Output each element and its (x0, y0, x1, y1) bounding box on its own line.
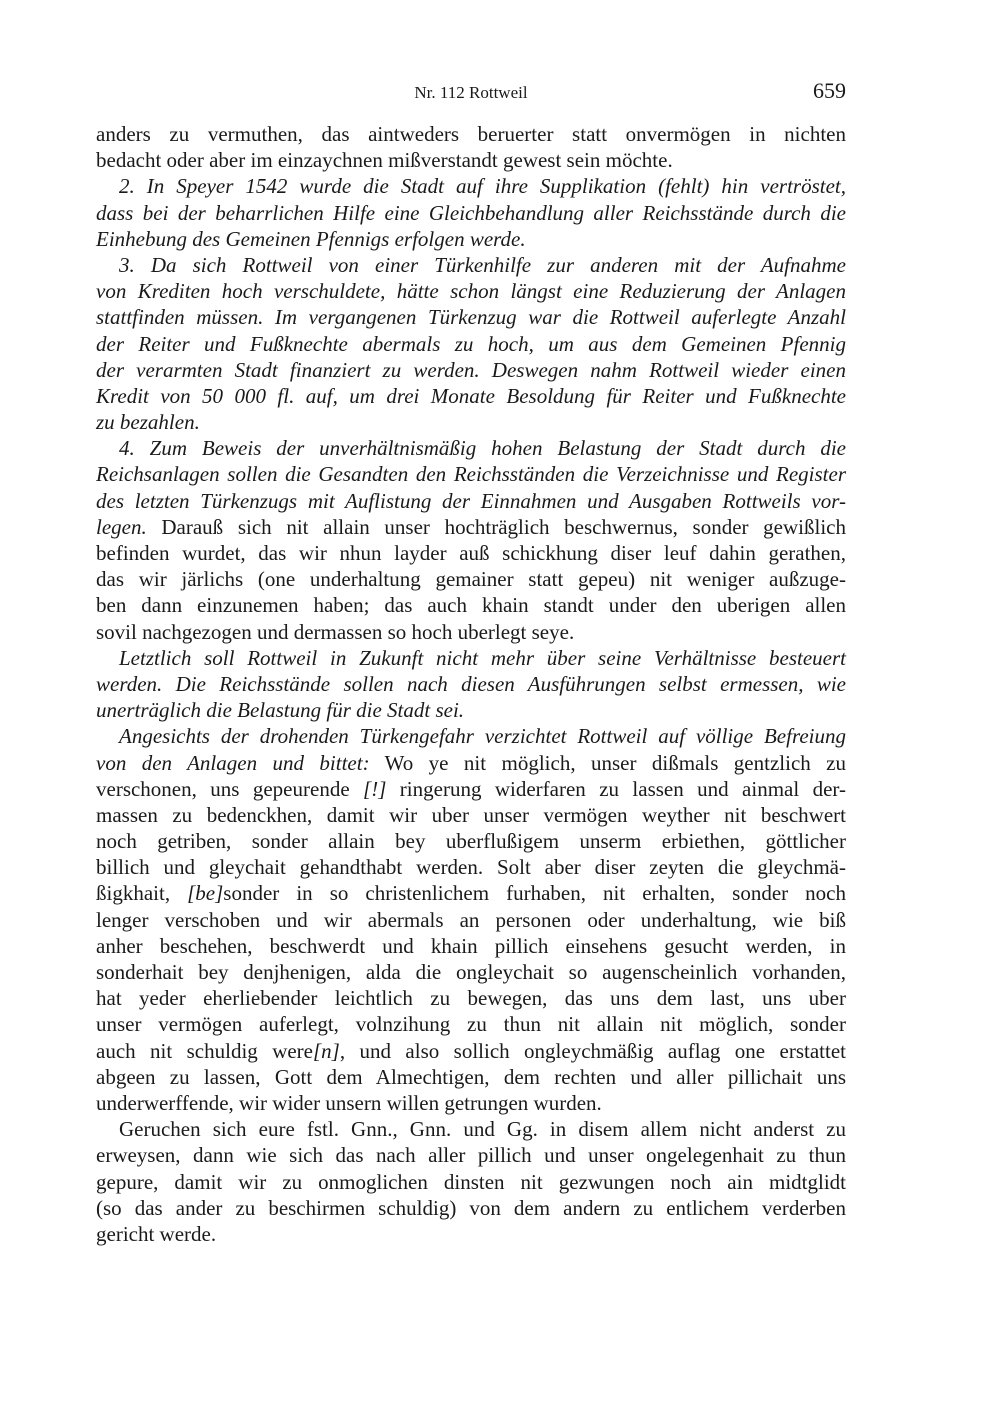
italic-text: 4. Zum Beweis der unverhältnismäßig hohen Belastung der Stadt durch die (119, 436, 846, 461)
text-line (96, 514, 846, 540)
roman-text: billich und gleychait gehandthabt werden. Solt aber diser zeyten die gleychmä- (96, 855, 846, 880)
paragraph (96, 723, 846, 1116)
page-header (96, 80, 846, 108)
text-line (96, 173, 846, 199)
text-line (96, 750, 846, 776)
text-line (96, 121, 846, 147)
roman-text: bedacht oder aber im einzaychnen mißverstandt gewest sein möchte. (96, 148, 673, 173)
text-line (96, 1221, 846, 1247)
italic-text: [!] (363, 776, 387, 801)
roman-text: abgeen zu lassen, Gott dem Almechtigen, dem rechten und aller pillichait uns (96, 1064, 846, 1089)
text-line (96, 1064, 846, 1090)
text-line (96, 1195, 846, 1221)
text-line (96, 1116, 846, 1142)
italic-text: 2. In Speyer 1542 wurde die Stadt auf ihre Supplikation (fehlt) hin vertröstet, (119, 174, 846, 199)
roman-text: das wir järlichs (one underhaltung gemainer statt gepeu) nit weniger außzuge- (96, 567, 846, 592)
roman-text: gericht werde. (96, 1221, 217, 1246)
text-line (96, 723, 846, 749)
roman-text: auch nit schuldig were (96, 1038, 313, 1063)
text-line (96, 226, 846, 252)
text-line (96, 1090, 846, 1116)
roman-text: befinden wurdet, das wir nhun layder auß schickhung diser leuf dahin gerathen, (96, 541, 846, 565)
roman-text: verschonen, uns gepeurende (96, 776, 364, 801)
text-line (96, 697, 846, 723)
roman-text: hat yeder eherliebender leichtlich zu bewegen, das uns dem last, uns uber (96, 986, 846, 1011)
italic-text: legen. (96, 514, 147, 539)
text-line (96, 540, 846, 566)
roman-text: ben dann einzunemen haben; das auch khain standt under den uberigen allen (96, 593, 846, 618)
italic-text: stattfinden müssen. Im vergangenen Türkenzug war die Rottweil auferlegte Anzahl (96, 305, 846, 330)
text-line (96, 671, 846, 697)
text-line (96, 200, 846, 226)
roman-text: (so das ander zu beschirmen schuldig) von dem andern zu entlichem verderben (96, 1195, 846, 1220)
roman-text: lenger verschoben und wir abermals an personen oder underhaltung, wie biß (96, 907, 846, 932)
text-line (96, 907, 846, 933)
text-line (96, 409, 846, 435)
text-line (96, 461, 846, 487)
italic-text: dass bei der beharrlichen Hilfe eine Gleichbehandlung aller Reichsstände durch die (96, 200, 846, 225)
text-line (96, 1038, 846, 1064)
text-line (96, 959, 846, 985)
roman-text: sovil nachgezogen und dermassen so hoch uberlegt seye. (96, 619, 575, 644)
roman-text: massen zu bedenckhen, damit wir uber unser vermögen weyther nit beschwert (96, 802, 846, 827)
text-line (96, 645, 846, 671)
italic-text: von Krediten hoch verschuldete, hätte schon längst eine Reduzierung der Anlagen (96, 279, 846, 304)
italic-text: der Reiter und Fußknechte abermals zu hoch, um aus dem Gemeinen Pfennig (96, 331, 846, 356)
italic-text: von den Anlagen und bittet: (96, 750, 370, 775)
roman-text: ringerung widerfaren zu lassen und ainmal der- (386, 776, 846, 801)
running-title: Nr. 112 Rottweil (414, 83, 528, 102)
text-line (96, 488, 846, 514)
roman-text: sonder in so christenlichem furhaben, nit erhalten, sonder noch (223, 881, 847, 906)
italic-text: unerträglich die Belastung für die Stadt sei. (96, 698, 465, 723)
page-number: 659 (813, 78, 846, 103)
italic-text: Letztlich soll Rottweil in Zukunft nicht mehr über seine Verhältnisse besteuert (119, 645, 846, 670)
roman-text: erweysen, dann wie sich das nach aller pillich und unser ongelegenhait zu thun (96, 1143, 846, 1168)
text-line (96, 435, 846, 461)
text-line (96, 357, 846, 383)
roman-text: underwerffende, wir wider unsern willen getrungen wurden. (96, 1090, 602, 1115)
text-line (96, 1169, 846, 1195)
italic-text: Kredit von 50 000 fl. auf, um drei Monate Besoldung für Reiter und Fußknechte (96, 383, 846, 408)
text-line (96, 252, 846, 278)
italic-text: [be] (187, 881, 224, 906)
paragraph (96, 645, 846, 724)
paragraph (96, 121, 846, 173)
text-line (96, 566, 846, 592)
paragraph (96, 173, 846, 252)
text-line (96, 592, 846, 618)
text-line (96, 802, 846, 828)
italic-text: Reichsanlagen sollen die Gesandten den Reichsständen die Verzeichnisse und Register (96, 462, 846, 487)
text-line (96, 619, 846, 645)
italic-text: der verarmten Stadt finanziert zu werden. Deswegen nahm Rottweil wieder einen (96, 357, 846, 382)
italic-text: des letzten Türkenzugs mit Auflistung der Einnahmen und Ausgaben Rottweils vor- (96, 488, 846, 513)
text-line (96, 1142, 846, 1168)
text-line (96, 278, 846, 304)
paragraph (96, 1116, 846, 1247)
roman-text: Wo ye nit möglich, unser dißmals gentzlich zu (369, 750, 847, 775)
text-line (96, 985, 846, 1011)
document-body (96, 121, 846, 1247)
roman-text: Darauß sich nit allain unser hochträglich beschwernus, sonder gewißlich (146, 514, 846, 539)
roman-text: , und also sollich ongleychmäßig auflag one erstattet (339, 1038, 846, 1063)
roman-text: Geruchen sich eure fstl. Gnn., Gnn. und Gg. in disem allem nicht anderst zu (119, 1117, 846, 1142)
italic-text: zu bezahlen. (96, 410, 200, 435)
italic-text: Einhebung des Gemeinen Pfennigs erfolgen werde. (96, 226, 526, 251)
italic-text: werden. Die Reichsstände sollen nach diesen Ausführungen selbst ermessen, wie (96, 671, 846, 696)
roman-text: anher beschehen, beschwerdt und khain pillich einsehens gesucht werden, in (96, 933, 846, 958)
text-line (96, 304, 846, 330)
roman-text: sonderhait bey denjhenigen, alda die ongleychait so augenscheinlich vorhanden, (96, 960, 846, 984)
text-line (96, 880, 846, 906)
italic-text: 3. Da sich Rottweil von einer Türkenhilfe zur anderen mit der Aufnahme (119, 252, 846, 277)
roman-text: unser vermögen auferlegt, volnzihung zu thun nit allain nit möglich, sonder (96, 1012, 846, 1037)
roman-text: gepure, damit wir zu onmoglichen dinsten nit gezwungen noch ain midtglidt (96, 1169, 846, 1194)
text-line (96, 331, 846, 357)
italic-text: [n] (313, 1038, 340, 1063)
roman-text: ßigkhait, (96, 881, 188, 906)
paragraph (96, 252, 846, 435)
roman-text: anders zu vermuthen, das aintweders beruerter statt onvermögen in nichten (96, 122, 846, 146)
text-line (96, 933, 846, 959)
roman-text: noch getriben, sonder allain bey uberflußigem unserm erbiethen, göttlicher (96, 829, 846, 854)
text-line (96, 776, 846, 802)
text-line (96, 828, 846, 854)
text-line (96, 854, 846, 880)
italic-text: Angesichts der drohenden Türkengefahr verzichtet Rottweil auf völlige Befreiung (119, 724, 846, 749)
text-line (96, 147, 846, 173)
text-line (96, 383, 846, 409)
text-line (96, 1011, 846, 1037)
paragraph (96, 435, 846, 645)
